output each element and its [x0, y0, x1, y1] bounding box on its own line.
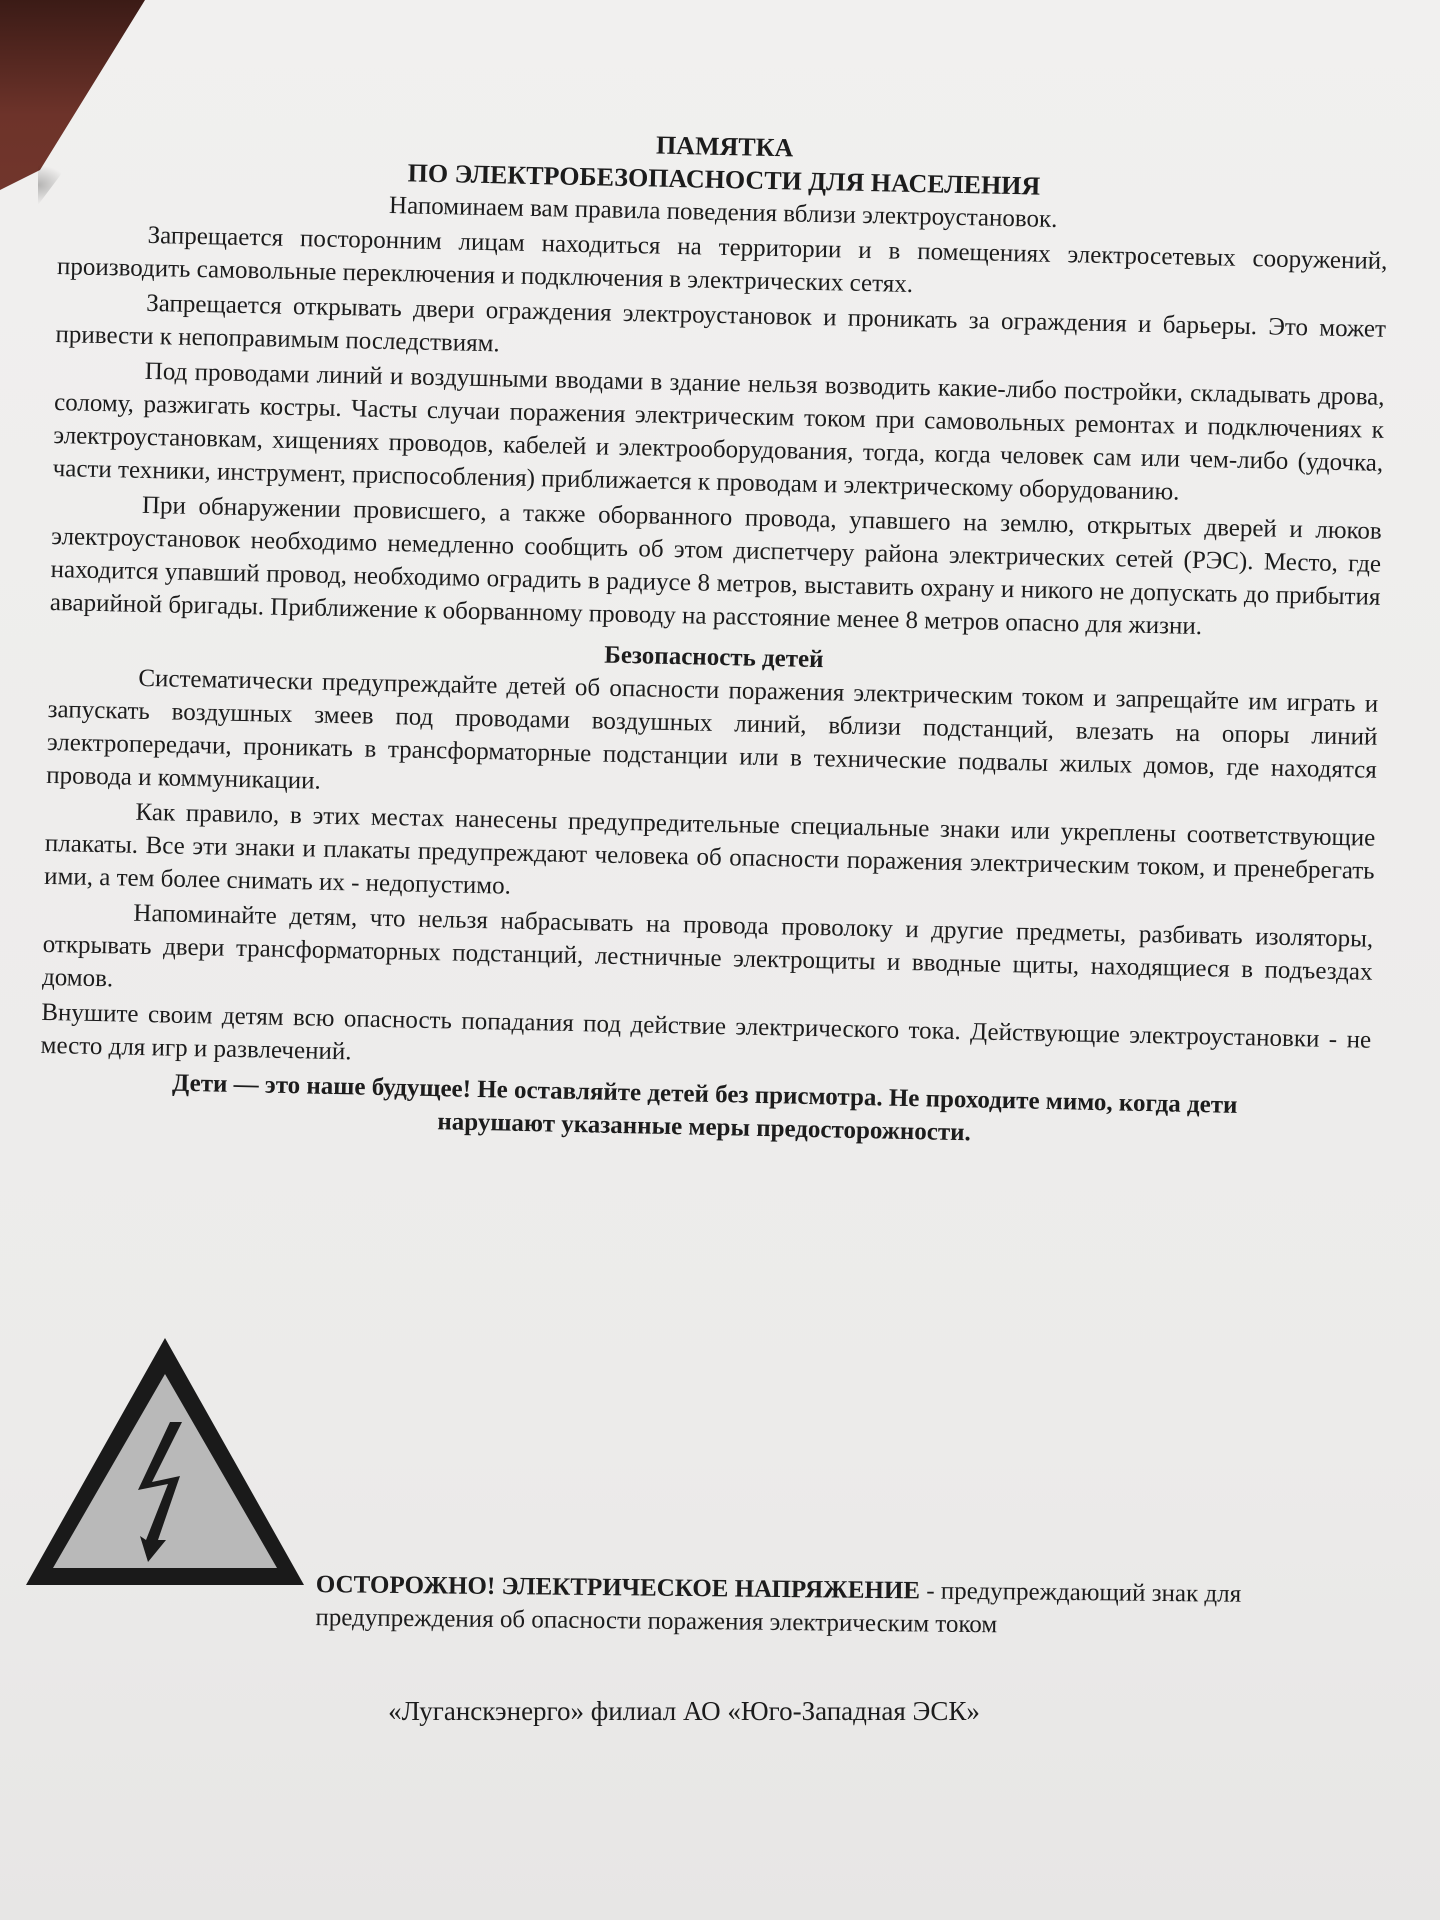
warning-triangle-fill	[53, 1374, 277, 1568]
footer-organization: «Луганскэнерго» филиал АО «Юго-Западная ЭСК»	[388, 1696, 980, 1726]
memo-body	[39, 116, 1390, 1158]
memo-title: ПАМЯТКА	[655, 130, 794, 163]
paragraph-no-trespassing: Запрещается посторонним лицам находиться на территории и в помещениях электросетевых сооружений, производить самовольные переключения и подключения в электрических сетях.	[56, 221, 1388, 298]
paragraph-instill-danger: Внушите своим детям всю опасность попадания под действие электрического тока. Действующие электроустановки - не место для игр и развлечений.	[40, 998, 1372, 1066]
memo-title-topic: ПО ЭЛЕКТРОБЕЗОПАСНОСТИ ДЛЯ НАСЕЛЕНИЯ	[407, 158, 1041, 201]
paragraph-under-lines: Под проводами линий и воздушными вводами в здание нельзя возводить какие-либо постройки, складывать дрова, солому, разжигать костры. Часты случаи поражения электрическим током при самовольных ремонтах и подключениях к электроустановкам, хищениях проводов, кабелей и электрооборудования, тогда, когда человек сам или чем-либо (удочка, части техники, инструмент, приспособления) приближается к проводам и электрическому оборудованию.	[52, 357, 1385, 506]
paragraph-remind-children: Напоминайте детям, что нельзя набрасывать на провода проволоку и другие предметы, разбивать изоляторы, открывать двери трансформаторных подстанций, лестничные электрощиты и вводные щиты, находящиеся в подъездах домов.	[41, 899, 1374, 993]
warning-sign-description: - предупреждающий знак для предупреждения об опасности поражения электрическим током	[315, 1577, 1242, 1639]
high-voltage-triangle-icon	[20, 1330, 310, 1592]
memo-subtitle: Напоминаем вам правила поведения вблизи электроустановок.	[388, 191, 1058, 233]
paragraph-broken-wire: При обнаружении провисшего, а также оборванного провода, упавшего на землю, открытых дверей и люков электроустановок необходимо немедленно сообщить об этом диспетчеру района электрических сетей (РЭС). Место, где находится упавший провод, необходимо оградить в радиусе 8 метров, выставить охрану и никого не допускать до прибытия аварийной бригады. Приближение к оборванному проводу на расстояние менее 8 метров опасно для жизни.	[49, 491, 1383, 641]
warning-sign-label: ОСТОРОЖНО! ЭЛЕКТРИЧЕСКОЕ НАПРЯЖЕНИЕ	[315, 1571, 921, 1605]
paragraph-warning-signs: Как правило, в этих местах нанесены предупредительные специальные знаки или укреплены соответствующие плакаты. Все эти знаки и плакаты предупреждают человека об опасности поражения электрическим током, и пренебрегать ими, а тем более снимать их - недопустимо.	[43, 798, 1376, 900]
children-safety-heading: Безопасность детей	[604, 641, 824, 674]
bold-appeal-line1: Дети — это наше будущее! Не оставляйте детей без присмотра. Не проходите мимо, когда дети	[171, 1069, 1238, 1119]
paragraph-warn-children: Систематически предупреждайте детей об опасности поражения электрическим током и запрещайте им играть и запускать воздушных змеев под проводами воздушных линий, вблизи подстанций, влезать на опоры линий электропередачи, проникать в трансформаторные подстанции или в технические подвалы жилых домов, где находятся провода и коммуникации.	[46, 664, 1379, 795]
paragraph-fence-doors: Запрещается открывать двери ограждения электроустановок и проникать за ограждения и барьеры. Это может привести к непоправимым последствиям.	[55, 289, 1387, 358]
bold-appeal-line2: нарушают указанные меры предосторожности.	[437, 1108, 972, 1147]
